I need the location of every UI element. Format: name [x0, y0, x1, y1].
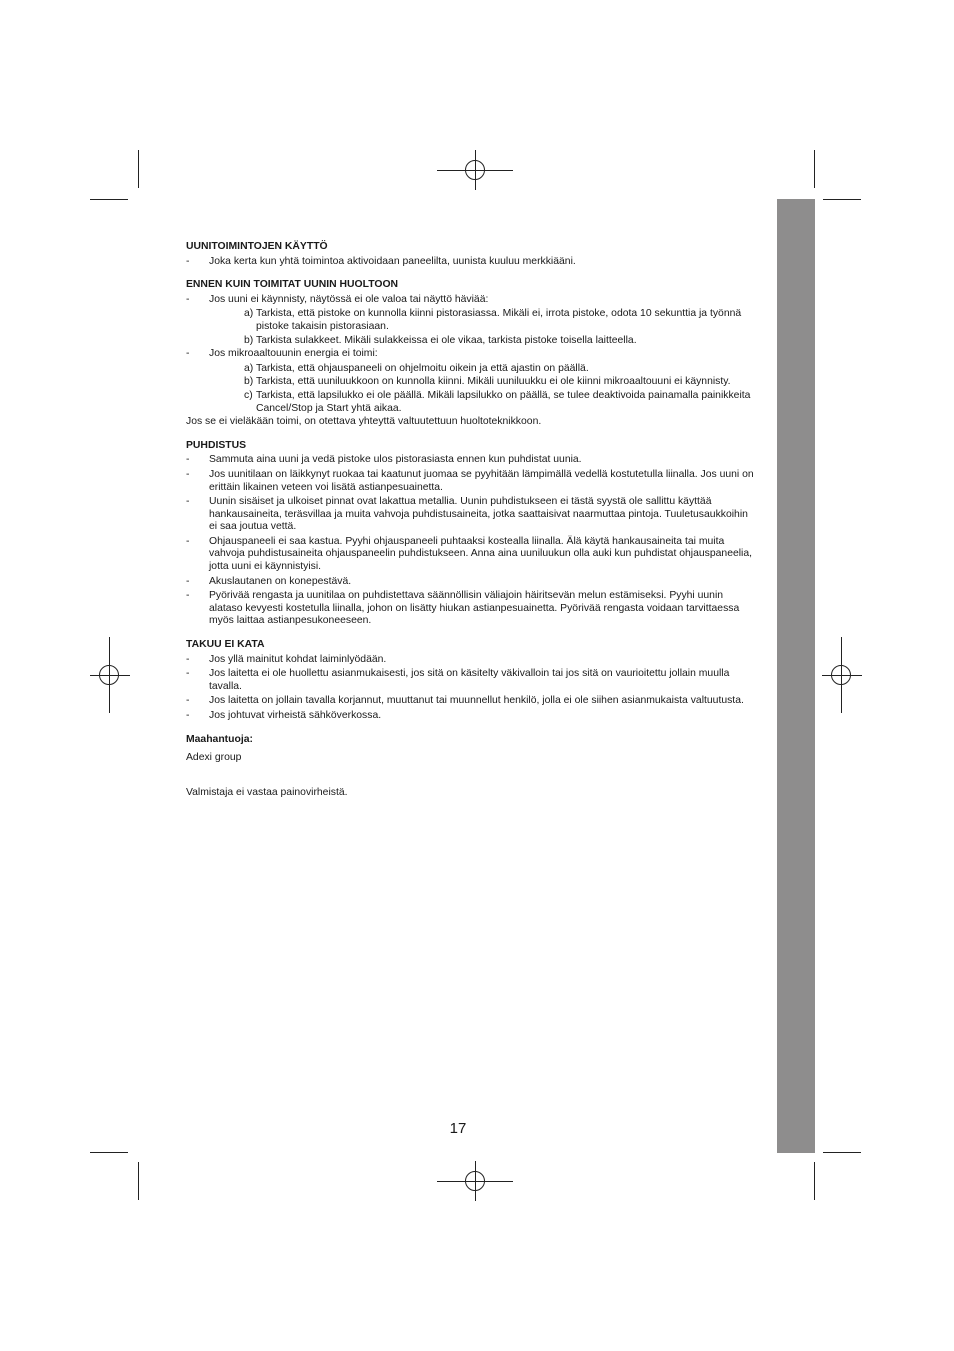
registration-circle-right	[831, 665, 851, 685]
page-number: 17	[449, 1120, 467, 1137]
registration-circle-top	[465, 160, 485, 180]
list-item	[186, 294, 754, 307]
bullet-dash: -	[186, 653, 190, 665]
sub-item-letter: b)	[244, 376, 254, 388]
sub-item	[244, 308, 754, 333]
list-item	[186, 695, 754, 708]
sub-item-text: Tarkista, että pistoke on kunnolla kiinni pistorasiassa. Mikäli ei, irrota pistoke, odota 10 sekunttia ja työnnä pistoke takaisin pistorasiaan.	[256, 308, 742, 332]
sub-item-letter: b)	[244, 334, 254, 346]
page-content	[186, 241, 754, 801]
crop-mark-top-left-vertical	[138, 150, 139, 188]
section-heading: ENNEN KUIN TOIMITAT UUNIN HUOLTOON	[186, 279, 399, 291]
list-item	[186, 668, 754, 693]
bullet-dash: -	[186, 454, 190, 466]
sub-item-text: Tarkista, että ohjauspaneeli on ohjelmoitu oikein ja että ajastin on päällä.	[256, 362, 589, 374]
bullet-dash: -	[186, 496, 190, 508]
crop-mark-top-right-vertical	[814, 150, 815, 188]
list-item-text: Jos uuni ei käynnisty, näytössä ei ole valoa tai näyttö häviää:	[209, 293, 489, 305]
importer-name: Adexi group	[186, 752, 242, 764]
list-item-text: Jos laitetta on jollain tavalla korjannut, muuttanut tai muunnellut henkilö, jolla ei ole siihen asianmukaista valtuutusta.	[209, 695, 744, 707]
list-item	[186, 590, 754, 628]
list-item-text: Ohjauspaneeli ei saa kastua. Pyyhi ohjauspaneeli puhtaaksi kostealla liinalla. Älä käytä hankausaineita tai muita vahvoja puhdistusaineita ohjauspaneelin puhdistukseen. Anna aina uuniluukun olla auki kun puhdistat ohjauspaneelia, jotta uuni ei käynnistyisi.	[209, 535, 753, 573]
list-item-text: Uunin sisäiset ja ulkoiset pinnat ovat lakattua metallia. Uunin puhdistukseen ei tästä syystä ole sallittu käyttää hankausaineita, teräsvillaa ja muita vahvoja puhdistusaineita, jotka saattaisivat naarmuttaa pintoja. Tuuletusaukkoihin ei saa joutua vettä.	[209, 496, 748, 533]
bullet-dash: -	[186, 255, 190, 267]
list-item-text: Jos yllä mainitut kohdat laiminlyödään.	[209, 653, 387, 665]
list-item	[186, 576, 754, 589]
bullet-dash: -	[186, 468, 190, 480]
sub-item-text: Tarkista sulakkeet. Mikäli sulakkeissa ei ole vikaa, tarkista pistoke toisella laitteella.	[256, 334, 637, 346]
list-item	[186, 469, 754, 494]
bullet-dash: -	[186, 668, 190, 680]
crop-mark-bottom-left-vertical	[138, 1162, 139, 1200]
list-item-text: Akuslautanen on konepestävä.	[209, 575, 352, 587]
list-item	[186, 536, 754, 574]
list-item	[186, 654, 754, 667]
sub-item-text: Tarkista, että lapsilukko ei ole päällä. Mikäli lapsilukko on päällä, se tulee deaktivoida painamalla painikkeita Cancel/Stop ja Start yhtä aikaa.	[256, 389, 751, 414]
section-uunitoimintojen-kaytto	[186, 241, 754, 268]
list-item	[186, 256, 754, 269]
registration-circle-left	[99, 665, 119, 685]
list-item	[186, 454, 754, 467]
crop-mark-bottom-left-horizontal	[90, 1152, 128, 1153]
section-takuu-ei-kata	[186, 639, 754, 723]
list-item-text: Joka kerta kun yhtä toimintoa aktivoidaan paneelilta, uunista kuuluu merkkiääni.	[209, 255, 576, 267]
list-item-text: Sammuta aina uuni ja vedä pistoke ulos pistorasiasta ennen kun puhdistat uunia.	[209, 454, 582, 466]
bullet-dash: -	[186, 590, 190, 602]
sub-item	[244, 363, 754, 376]
list-item-text: Jos johtuvat virheistä sähköverkossa.	[209, 710, 382, 721]
section-puhdistus	[186, 440, 754, 628]
service-note: Jos se ei vieläkään toimi, on otettava yhteyttä valtuutettuun huoltoteknikkoon.	[186, 416, 542, 428]
sub-item	[244, 335, 754, 348]
bullet-dash: -	[186, 293, 190, 305]
list-item	[186, 710, 754, 723]
list-item-text: Jos uunitilaan on läikkynyt ruokaa tai kaatunut juomaa se pyyhitään lämpimällä vedellä kostutetulla liinalla. Jos uuni on erittäin likainen veteen voi lisätä astianpesuainetta.	[209, 468, 754, 493]
bullet-dash: -	[186, 710, 190, 721]
disclaimer: Valmistaja ei vastaa painovirheistä.	[186, 786, 348, 798]
list-item	[186, 496, 754, 534]
bullet-dash: -	[186, 348, 190, 360]
importer-heading: Maahantuoja:	[186, 733, 253, 745]
section-importer	[186, 734, 754, 765]
sub-item-letter: a)	[244, 362, 254, 374]
section-ennen-huoltoon	[186, 279, 754, 429]
side-tab	[777, 199, 815, 1153]
sub-item-text: Tarkista, että uuniluukkoon on kunnolla kiinni. Mikäli uuniluukku ei ole kiinni mikroaaltouuni ei käynnisty.	[256, 376, 731, 388]
list-item-text: Jos mikroaaltouunin energia ei toimi:	[209, 348, 378, 360]
crop-mark-top-right-horizontal	[823, 199, 861, 200]
section-heading: PUHDISTUS	[186, 439, 247, 451]
crop-mark-top-left-horizontal	[90, 199, 128, 200]
list-item-text: Pyörivää rengasta ja uunitilaa on puhdistettava säännöllisin väliajoin häiritsevän melun estämiseksi. Pyyhi uunin alataso kevyesti kostetulla liinalla, johon on lisätty hiukan astianpesuainetta. Pyörivää rengasta voidaan tarvittaessa myös laittaa astianpesukoneeseen.	[209, 590, 740, 627]
sub-item	[244, 390, 754, 415]
bullet-dash: -	[186, 535, 190, 547]
crop-mark-bottom-right-vertical	[814, 1162, 815, 1200]
list-item-text: Jos laitetta ei ole huollettu asianmukaisesti, jos sitä on käsitelty väkivalloin tai jos sitä on vaurioitettu jollain muulla tavalla.	[209, 668, 730, 692]
sub-item-letter: a)	[244, 308, 254, 320]
section-heading: TAKUU EI KATA	[186, 639, 265, 651]
bullet-dash: -	[186, 575, 190, 587]
section-heading: UUNITOIMINTOJEN KÄYTTÖ	[186, 241, 328, 252]
bullet-dash: -	[186, 695, 190, 707]
sub-item	[244, 376, 754, 389]
registration-circle-bottom	[465, 1171, 485, 1191]
list-item	[186, 348, 754, 361]
crop-mark-bottom-right-horizontal	[823, 1152, 861, 1153]
sub-item-letter: c)	[244, 389, 253, 401]
